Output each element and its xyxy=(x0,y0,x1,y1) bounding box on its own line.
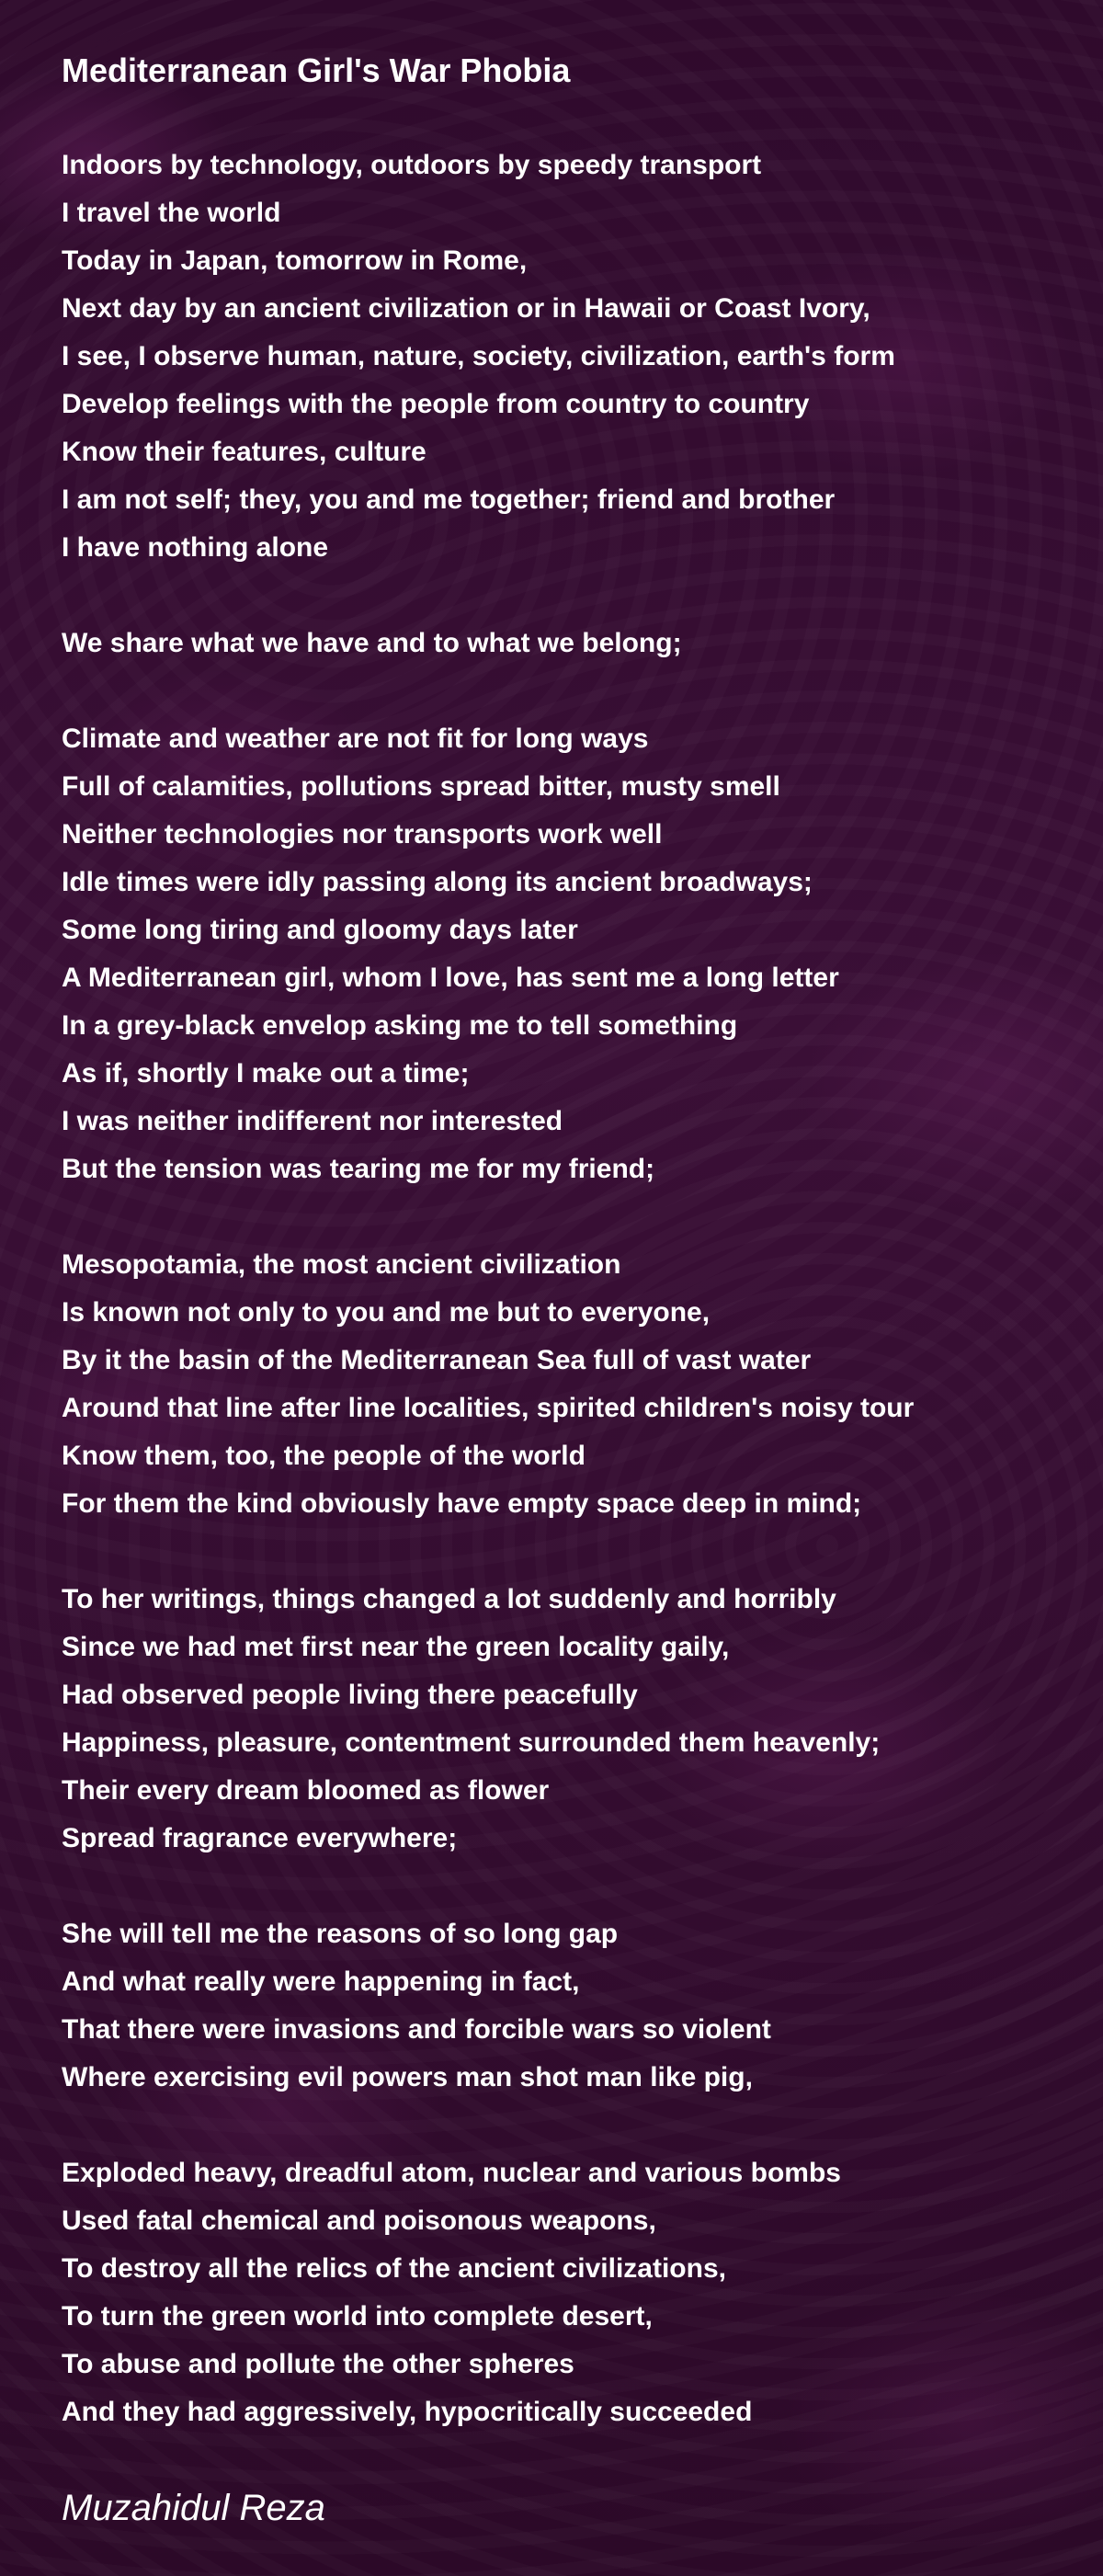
poem-line: Today in Japan, tomorrow in Rome, xyxy=(62,245,528,276)
poem-line: As if, shortly I make out a time; xyxy=(62,1058,470,1089)
stanza xyxy=(62,2149,1073,2436)
poem-author: Muzahidul Reza xyxy=(62,2488,325,2528)
stanza xyxy=(62,620,1073,667)
poem-body xyxy=(62,142,1073,2484)
poem-line: Around that line after line localities, spirited children's noisy tour xyxy=(62,1393,915,1423)
poem-line: Climate and weather are not fit for long ways xyxy=(62,724,649,754)
poem-line: Spread fragrance everywhere; xyxy=(62,1823,458,1853)
poem-line: Their every dream bloomed as flower xyxy=(62,1775,550,1806)
poem-line: I am not self; they, you and me together; friend and brother xyxy=(62,484,836,515)
poem-line: I was neither indifferent nor interested xyxy=(62,1106,563,1136)
poem-line: She will tell me the reasons of so long gap xyxy=(62,1919,619,1949)
poem-line: Idle times were idly passing along its ancient broadways; xyxy=(62,867,813,897)
poem-line: Next day by an ancient civilization or in Hawaii or Coast Ivory, xyxy=(62,293,870,324)
poem-line: Is known not only to you and me but to everyone, xyxy=(62,1297,711,1328)
stanza xyxy=(62,715,1073,1193)
poem-line: To turn the green world into complete desert, xyxy=(62,2301,653,2331)
poem-line: To her writings, things changed a lot suddenly and horribly xyxy=(62,1584,836,1614)
stanza xyxy=(62,1576,1073,1863)
poem-title: Mediterranean Girl's War Phobia xyxy=(62,51,571,89)
stanza xyxy=(62,1910,1073,2102)
poem-line: Happiness, pleasure, contentment surrounded them heavenly; xyxy=(62,1727,881,1758)
poem-line: Know them, too, the people of the world xyxy=(62,1441,586,1471)
poem-line: I see, I observe human, nature, society, civilization, earth's form xyxy=(62,341,895,371)
poem-line: Neither technologies nor transports work well xyxy=(62,819,663,849)
poem-line: Exploded heavy, dreadful atom, nuclear and various bombs xyxy=(62,2158,841,2188)
poem-line: Know their features, culture xyxy=(62,437,426,467)
poem-line: Some long tiring and gloomy days later xyxy=(62,915,578,945)
poem-line: By it the basin of the Mediterranean Sea full of vast water xyxy=(62,1345,812,1375)
poem-line: Since we had met first near the green locality gaily, xyxy=(62,1632,730,1662)
poem-line: To abuse and pollute the other spheres xyxy=(62,2349,574,2379)
poem-line: To destroy all the relics of the ancient civilizations, xyxy=(62,2253,726,2284)
poem-line: For them the kind obviously have empty space deep in mind; xyxy=(62,1488,862,1519)
stanza xyxy=(62,142,1073,572)
poem-line: Full of calamities, pollutions spread bitter, musty smell xyxy=(62,771,780,802)
poem-line: In a grey-black envelop asking me to tell something xyxy=(62,1010,738,1041)
poem-line: I have nothing alone xyxy=(62,532,329,563)
poem-line: And they had aggressively, hypocritically succeeded xyxy=(62,2397,753,2427)
poem-line: Mesopotamia, the most ancient civilization xyxy=(62,1249,621,1280)
poem-line: A Mediterranean girl, whom I love, has sent me a long letter xyxy=(62,963,839,993)
poem-line: But the tension was tearing me for my friend; xyxy=(62,1154,655,1184)
poem-line: Used fatal chemical and poisonous weapons, xyxy=(62,2206,656,2236)
poem-line: That there were invasions and forcible wars so violent xyxy=(62,2014,771,2045)
poem-line: We share what we have and to what we belong; xyxy=(62,628,682,658)
stanza xyxy=(62,1241,1073,1528)
poem-line: I travel the world xyxy=(62,198,281,228)
poem-line: Indoors by technology, outdoors by speedy transport xyxy=(62,150,762,180)
poem-line: Had observed people living there peacefully xyxy=(62,1680,638,1710)
poem-line: Develop feelings with the people from country to country xyxy=(62,389,810,419)
poem-line: Where exercising evil powers man shot man like pig, xyxy=(62,2062,753,2092)
poem-line: And what really were happening in fact, xyxy=(62,1966,580,1997)
